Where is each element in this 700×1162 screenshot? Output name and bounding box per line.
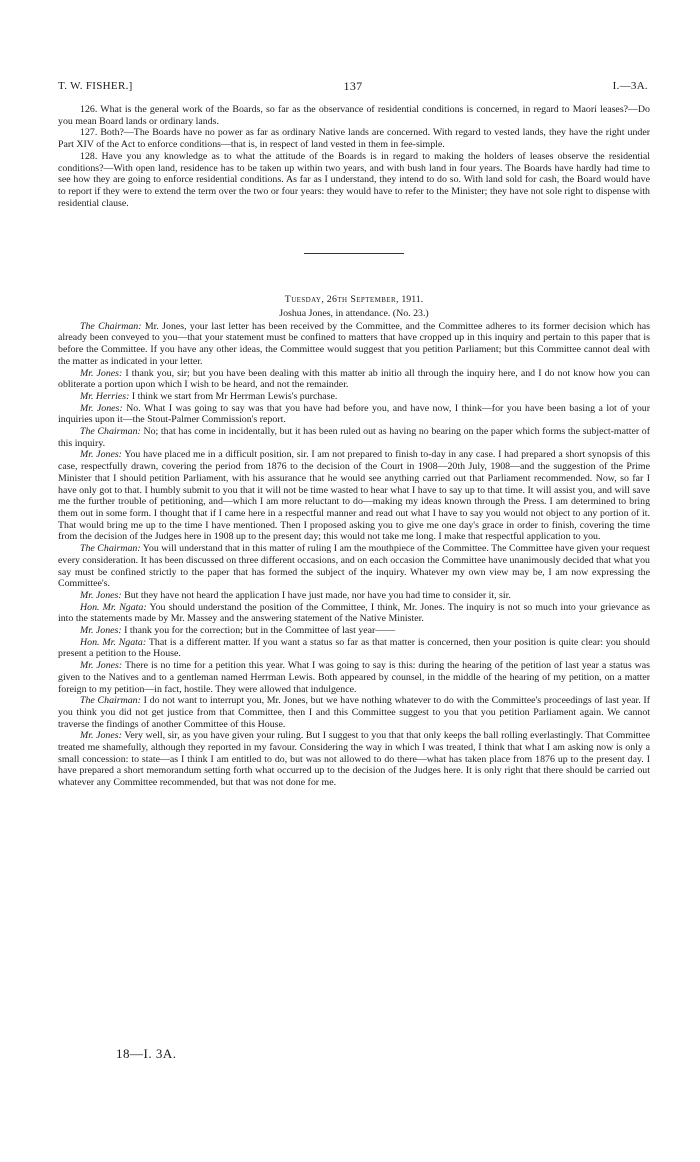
speech-text: But they have not heard the application I have just made, nor have you had time to consider it, sir. [121,589,511,601]
dialogue-entry [58,637,650,660]
signature-mark: 18—I. 3A. [116,1046,177,1061]
dialogue-entry [58,368,650,391]
qa-paragraph-128: 128. Have you any knowledge as to what the attitude of the Boards is in regard to making the holders of leases observe the residential conditions?—With open land, residence has to be taken up within two years, and with bush land in four years. The Boards have hardly had time to see how they are going to enforce residential conditions. As far as I understand, they intend to do so. With land sold for cash, the Board would have to report if they were to extend the term over the two or four years: they would have to refer to the Minister; they have not sole right to dispense with residential clause. [58,150,650,209]
session-day: Tuesday, [284,294,325,306]
speech-text: You should understand the position of the Committee, I think, Mr. Jones. The inquiry is not so much into your grievance as into the statements made by Mr. Massey and the answering statement of the Native Minister. [58,601,650,625]
session-year: 1911. [401,294,424,306]
dialogue-entry [58,403,650,426]
section-divider [304,253,404,254]
dialogue [58,321,650,789]
page-header [58,80,648,96]
speech-text: There is no time for a petition this year. What I was going to say is this: during the hearing of the petition of last year a status was given to the Natives and to a gentleman named Herrman Lewis. Both appeared by counsel, in the middle of the hearing of my petition, on a matter foreign to my petition—in fact, hostile. They were allowed that indulgence. [58,660,651,695]
speech-text: You will understand that in this matter of ruling I am the mouthpiece of the Committee. The Committee have given your request every consideration. It has been discussed on three different occasions, and on each occasion the Committee have unanimously decided that what you say must be confined strictly to the paper that has formed the subject of the inquiry. Whatever my own view may be, I am now expressing the Committee's. [58,543,651,590]
speaker-name: Mr. Jones: [80,402,123,414]
speaker-name: Mr. Jones: [80,367,123,379]
session-attendance [58,308,650,320]
page-number: 137 [343,79,363,93]
speaker-name: Hon. Mr. Ngata: [80,601,147,613]
speech-text: Mr. Jones, your last letter has been received by the Committee, and the Committee adheres to its former decision which has already been conveyed to you—that your statement must be confined to matters that have cropped up in this inquiry and pertain to this paper that is before the Committee. If you have any other ideas, the Committee would suggest that you petition Parliament; but this Committee cannot deal with the matter as indicated in your letter. [58,320,651,367]
dialogue-entry [58,625,650,637]
speaker-name: Mr. Jones: [80,660,123,672]
session-day-month: 26th September, [326,294,399,306]
attendance-text: Joshua Jones, in attendance. [279,308,391,320]
speech-text: No. What I was going to say was that you have had before you, and have now, I think—for you have been basing a lot of your inquiries upon it—the Stout-Palmer Commission's report. [58,402,651,426]
speech-text: I thank you for the correction; but in the Committee of last year—— [121,625,396,637]
speaker-name: Mr. Jones: [80,449,122,461]
speaker-name: Mr. Jones: [80,625,122,637]
speech-text: You have placed me in a difficult position, sir. I am not prepared to finish to-day in any case. I had prepared a short synopsis of this case, respectfully drawn, covering the period from 1876 to the decision of the Court in 1908—20th July, 1908—and the suggestion of the Prime Minister that I should petition Parliament, with his assurance that he would see anything carried out that Parliament recommended. Now, so far I have only got to that. I humbly submit to you that it will not be time wasted to hear what I have to say up to that time. It will assist you, and will save me the further trouble of petitioning, and—which I am more reluctant to do—making my ideas known through the Press. I am determined to bring them out in some form. I thought that if I came here in a respectful manner and read out what I have to say you would not object to any portion of it. That would bring me up to the time I have mentioned. Then I proposed asking you to give me one day's grace in order to finish, covering the time from the decision of the Judges here in 1908 up to the present day; this would not take me long. I make that respectful application to you. [58,449,651,543]
speaker-name: The Chairman: [80,543,141,555]
speaker-name: The Chairman: [80,320,142,332]
session-date [58,294,650,306]
dialogue-entry [58,660,650,695]
page-body [58,104,650,789]
speaker-name: The Chairman: [80,695,141,707]
speaker-name: Mr. Jones: [80,730,122,742]
speech-text: No; that has come in incidentally, but it has been ruled out as having no bearing on the paper which forms the subject-matter of this inquiry. [58,426,650,449]
speaker-name: Mr. Herries: [80,390,130,402]
speech-text: That is a different matter. If you want a status so far as that matter is concerned, then your position is quite clear: you should present a petition to the House. [58,636,650,660]
speech-text: I think we start from Mr Herrman Lewis's purchase. [129,390,338,402]
speech-text: I do not want to interrupt you, Mr. Jones, but we have nothing whatever to do with the Committee's proceedings of last year. If you think you did not get justice from that Committee, then I and this Committee suggest to you that you petition Parliament again. We cannot traverse the findings of another Committee of this House. [58,695,651,730]
dialogue-entry [58,321,650,368]
dialogue-entry [58,449,650,543]
header-witness: T. W. FISHER.] [58,80,133,92]
dialogue-entry [58,695,650,730]
dialogue-entry [58,426,650,449]
dialogue-entry [58,590,650,602]
dialogue-entry [58,730,650,789]
speech-text: Very well, sir, as you have given your ruling. But I suggest to you that that only keeps the ball rolling everlastingly. That Committee treated me shamefully, although they reported in my favour. Considering the way in which I was treated, I think that what I am asking now is only a small concession: to state—as I think I am entitled to do, but was not allowed to do there—what has taken place from 1876 up to the present day. I have prepared a short memorandum setting forth what occurred up to the decision of the Judges here. It is only right that there should be carried out whatever any Committee recommended, but that was not done for me. [58,730,650,789]
dialogue-entry [58,602,650,625]
attendance-number: (No. 23.) [392,308,429,320]
speaker-name: Mr. Jones: [80,589,122,601]
qa-paragraph-126: 126. What is the general work of the Boards, so far as the observance of residential conditions is concerned, in regard to Maori leases?—Do you mean Board lands or ordinary lands. [58,104,650,127]
qa-paragraph-127: 127. Both?—The Boards have no power as far as ordinary Native lands are concerned. With regard to vested lands, they have the right under Part XIV of the Act to enforce conditions—that is, in respect of land vested in them in fee-simple. [58,127,650,151]
dialogue-entry [58,543,650,590]
dialogue-entry [58,391,650,403]
speaker-name: The Chairman: [80,426,141,438]
speech-text: I thank you, sir; but you have been dealing with this matter ab initio all through the inquiry here, and I do not know how you can obliterate a portion upon which I wish to be heard, and not the remainder. [58,367,650,391]
speaker-name: Hon. Mr. Ngata: [80,636,147,648]
header-paper-ref: I.—3A. [612,80,648,92]
